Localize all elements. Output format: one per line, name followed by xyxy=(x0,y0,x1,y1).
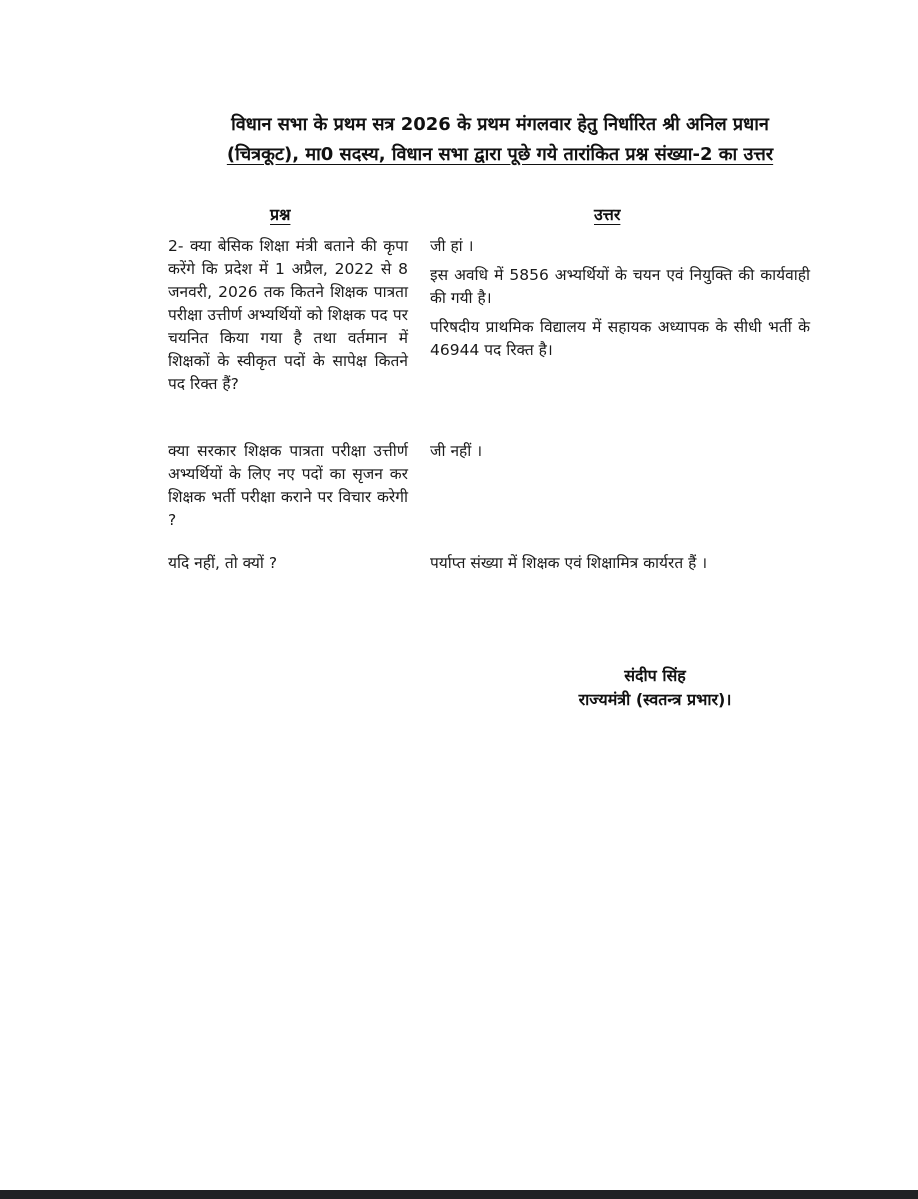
signatory-name: संदीप सिंह xyxy=(624,666,686,685)
answer-2: इस अवधि में 5856 अभ्यर्थियों के चयन एवं नियुक्ति की कार्यवाही की गयी है। xyxy=(430,266,810,307)
answer-4: जी नहीं । xyxy=(430,442,483,460)
answer-3: परिषदीय प्राथमिक विद्यालय में सहायक अध्यापक के सीधी भर्ती के 46944 पद रिक्त है। xyxy=(430,318,810,359)
answer-5: पर्याप्त संख्या में शिक्षक एवं शिक्षामित्र कार्यरत हैं । xyxy=(430,554,708,572)
question-3: यदि नहीं, तो क्यों ? xyxy=(168,554,278,572)
question-column-header: प्रश्न xyxy=(270,205,291,224)
question-2: क्या सरकार शिक्षक पात्रता परीक्षा उत्तीर्ण अभ्यर्थियों के लिए नए पदों का सृजन कर शिक्षक भर्ती परीक्षा कराने पर विचार करेगी ? xyxy=(168,442,408,529)
question-1: 2- क्या बेसिक शिक्षा मंत्री बताने की कृपा करेंगे कि प्रदेश में 1 अप्रैल, 2022 से 8 जनवरी, 2026 तक कितने शिक्षक पात्रता परीक्षा उत्तीर्ण अभ्यर्थियों को शिक्षक पद पर चयनित किया गया है तथा वर्तमान में शिक्षकों के स्वीकृत पदों के सापेक्ष कितने पद रिक्त हैं? xyxy=(168,237,408,393)
document-title-line-1: विधान सभा के प्रथम सत्र 2026 के प्रथम मंगलवार हेतु निर्धारित श्री अनिल प्रधान xyxy=(231,114,769,135)
answer-1: जी हां । xyxy=(430,237,474,255)
document-title-line-2: (चित्रकूट), मा0 सदस्य, विधान सभा द्वारा पूछे गये तारांकित प्रश्न संख्या-2 का उत्तर xyxy=(226,144,774,165)
signatory-designation: राज्यमंत्री (स्वतन्त्र प्रभार)। xyxy=(578,690,732,709)
answer-column-header: उत्तर xyxy=(594,205,621,224)
bottom-bar xyxy=(0,1190,918,1199)
